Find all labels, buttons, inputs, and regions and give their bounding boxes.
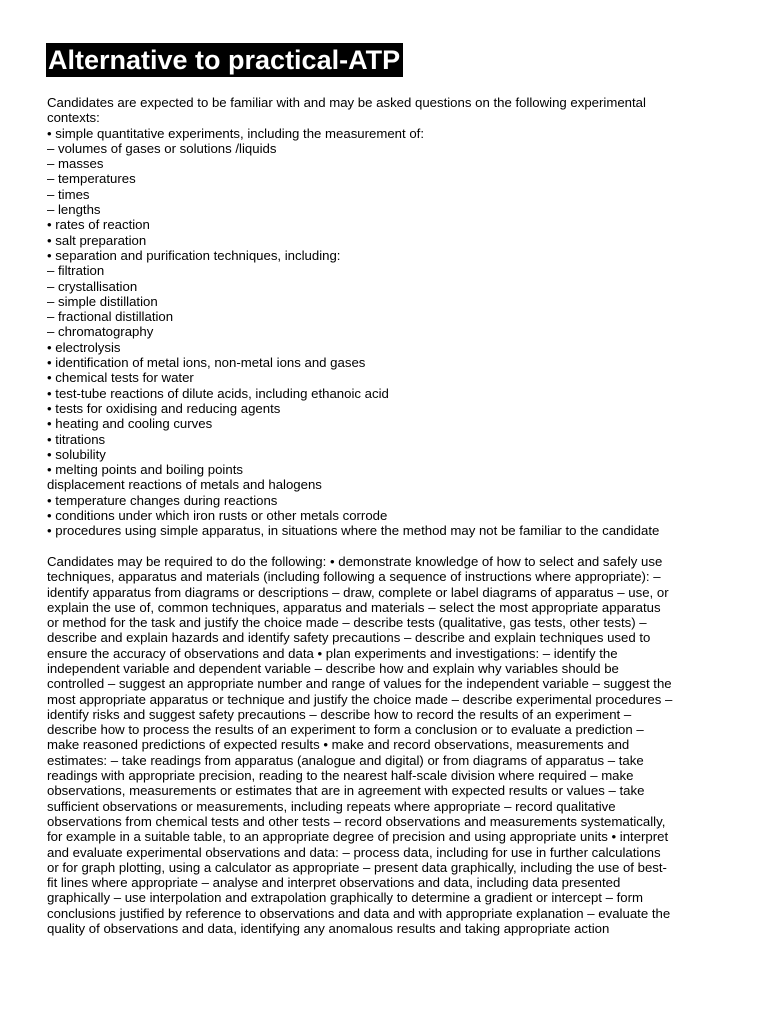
paragraph-line: controlled – suggest an appropriate number and range of values for the independent variable – suggest the <box>47 676 672 692</box>
list-item: • chemical tests for water <box>47 370 194 386</box>
list-item: • procedures using simple apparatus, in situations where the method may not be familiar to the candidate <box>47 523 660 539</box>
document-body <box>47 95 727 936</box>
list-item: – simple distillation <box>47 293 158 309</box>
paragraph-line: identify apparatus from diagrams or descriptions – draw, complete or label diagrams of apparatus – use, or <box>47 584 669 600</box>
paragraph-line: describe and explain hazards and identify safety precautions – describe and explain techniques used to <box>47 630 651 646</box>
paragraph-line: and evaluate experimental observations and data: – process data, including for use in further calculations <box>47 844 661 860</box>
paragraph-line: fit lines where appropriate – analyse and interpret observations and data, including data presented <box>47 875 621 891</box>
paragraph-line: conclusions justified by reference to observations and data and with appropriate explanation – evaluate the <box>47 905 671 921</box>
page-title: Alternative to practical-ATP <box>46 43 403 77</box>
paragraph-line: readings with appropriate precision, reading to the nearest half-scale division where required – make <box>47 768 634 784</box>
experimental-contexts-list <box>47 126 727 539</box>
paragraph-line: Candidates may be required to do the following: • demonstrate knowledge of how to select and safely use <box>47 553 663 569</box>
paragraph-line: describe how to process the results of an experiment to form a conclusion or to evaluate a prediction – <box>47 722 644 738</box>
paragraph-line: ensure the accuracy of observations and data • plan experiments and investigations: – identify the <box>47 645 618 661</box>
paragraph-gap <box>47 539 727 554</box>
list-item: – volumes of gases or solutions /liquids <box>47 140 277 156</box>
list-item: • solubility <box>47 446 106 462</box>
list-item: – filtration <box>47 263 105 279</box>
list-item: • melting points and boiling points <box>47 462 243 478</box>
list-item: • test-tube reactions of dilute acids, including ethanoic acid <box>47 385 389 401</box>
intro-line: contexts: <box>47 110 100 126</box>
paragraph-line: identify risks and suggest safety precautions – describe how to record the results of an experiment – <box>47 706 632 722</box>
paragraph-line: independent variable and dependent variable – describe how and explain why variables should be <box>47 660 619 676</box>
list-item: – fractional distillation <box>47 309 174 325</box>
paragraph-line: observations, measurements or estimates that are in agreement with expected results or values – take <box>47 783 645 799</box>
requirements-paragraph <box>47 554 723 936</box>
paragraph-line: or for graph plotting, using a calculator as appropriate – present data graphically, including the use of best- <box>47 859 667 875</box>
paragraph-line: observations from chemical tests and other tests – record observations and measurements systematically, <box>47 813 666 829</box>
list-item: • identification of metal ions, non-metal ions and gases <box>47 355 366 371</box>
paragraph-line: graphically – use interpolation and extrapolation graphically to determine a gradient or intercept – form <box>47 890 643 906</box>
paragraph-line: sufficient observations or measurements, including repeats where appropriate – record qualitative <box>47 798 616 814</box>
list-item: • separation and purification techniques, including: <box>47 247 341 263</box>
paragraph-line: techniques, apparatus and materials (including following a sequence of instructions where appropriate): – <box>47 569 661 585</box>
list-item: • titrations <box>47 431 106 447</box>
list-item: • conditions under which iron rusts or other metals corrode <box>47 508 388 524</box>
list-item: – masses <box>47 156 104 172</box>
intro-paragraph <box>47 95 727 126</box>
list-item: – lengths <box>47 202 101 218</box>
list-item: • heating and cooling curves <box>47 416 213 432</box>
list-item: – crystallisation <box>47 278 138 294</box>
paragraph-line: explain the use of, common techniques, apparatus and materials – select the most appropriate apparatus <box>47 599 661 615</box>
list-item: – temperatures <box>47 171 136 187</box>
list-item: • electrolysis <box>47 339 121 355</box>
intro-line: Candidates are expected to be familiar with and may be asked questions on the following experimental <box>47 95 646 110</box>
paragraph-line: make reasoned predictions of expected results • make and record observations, measurements and <box>47 737 630 753</box>
list-item: • tests for oxidising and reducing agents <box>47 400 281 416</box>
paragraph-line: most appropriate apparatus or technique and justify the choice made – describe experimental procedures – <box>47 691 673 707</box>
list-item: – times <box>47 186 90 202</box>
paragraph-line: for example in a suitable table, to an appropriate degree of precision and using appropriate units • interpret <box>47 829 669 845</box>
paragraph-line: estimates: – take readings from apparatus (analogue and digital) or from diagrams of apparatus – take <box>47 752 644 768</box>
list-item: – chromatography <box>47 324 154 340</box>
list-item: • simple quantitative experiments, including the measurement of: <box>47 125 424 141</box>
list-item: displacement reactions of metals and halogens <box>47 477 322 493</box>
paragraph-line: or method for the task and justify the choice made – describe tests (qualitative, gas tests, other tests) – <box>47 615 647 631</box>
list-item: • salt preparation <box>47 232 147 248</box>
list-item: • rates of reaction <box>47 217 150 233</box>
list-item: • temperature changes during reactions <box>47 492 278 508</box>
paragraph-line: quality of observations and data, identifying any anomalous results and taking appropriate action <box>47 921 610 937</box>
